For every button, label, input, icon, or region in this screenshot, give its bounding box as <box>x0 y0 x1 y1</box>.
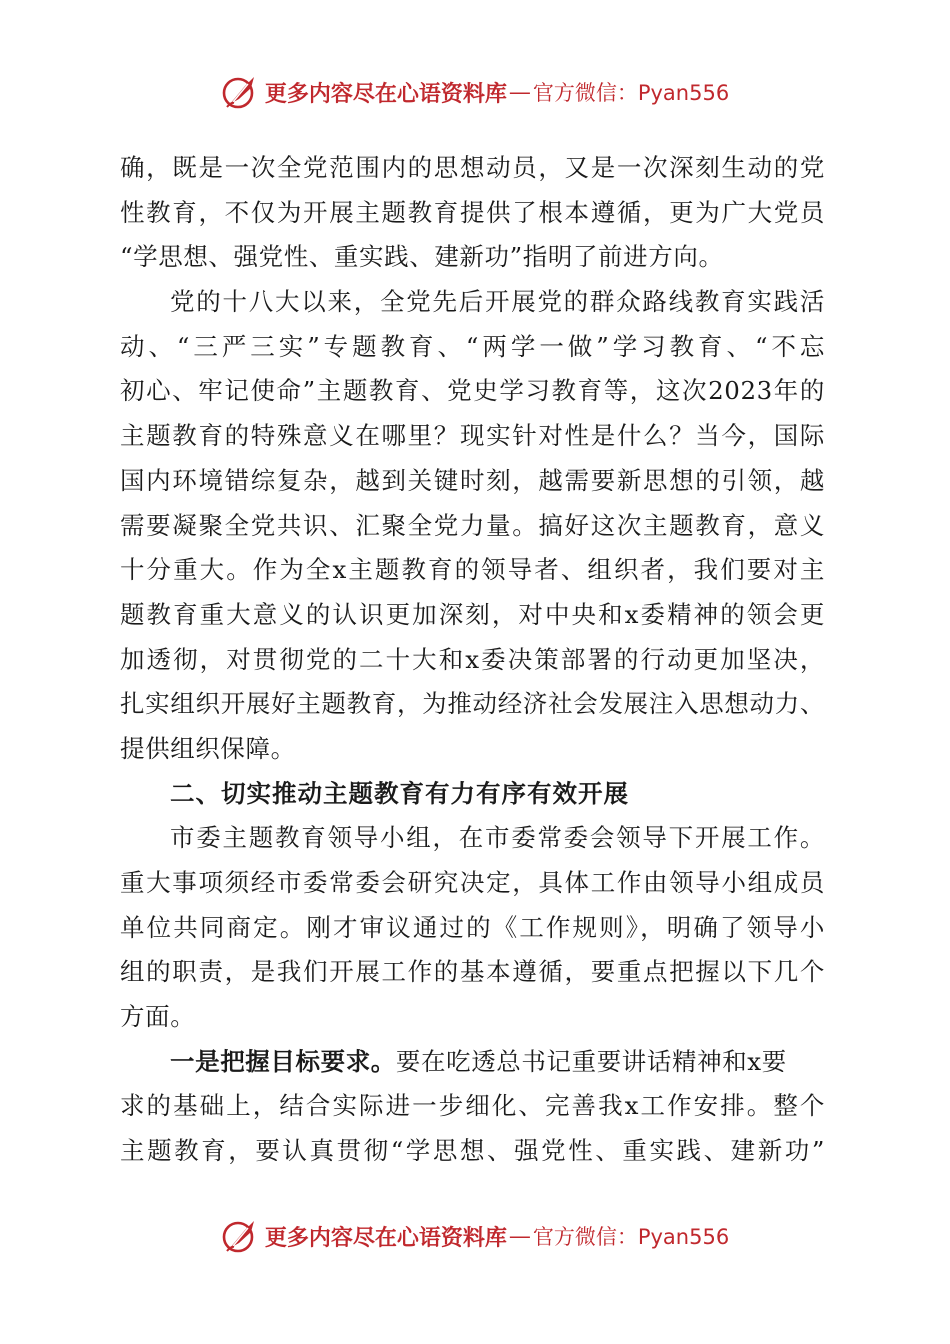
text-line: 扎实组织开展好主题教育，为推动经济社会发展注入思想动力、 <box>120 689 825 719</box>
text-line: 动、“三严三实”专题教育、“两学一做”学习教育、“不忘 <box>120 331 825 361</box>
text-line: 国内环境错综复杂，越到关键时刻，越需要新思想的引领，越 <box>120 465 825 495</box>
text-line: 十分重大。作为全x主题教育的领导者、组织者，我们要对主 <box>120 555 825 585</box>
banner-text: 更多内容尽在心语资料库 <box>264 1224 507 1251</box>
text-line <box>120 1040 825 1085</box>
footer-banner <box>0 1214 950 1258</box>
text-line: 党的十八大以来，全党先后开展党的群众路线教育实践活 <box>170 287 825 317</box>
text-line: 市委主题教育领导小组，在市委常委会领导下开展工作。 <box>170 823 825 853</box>
text-line: 求的基础上，结合实际进一步细化、完善我x工作安排。整个 <box>120 1091 825 1121</box>
text-line: 性教育，不仅为开展主题教育提供了根本遵循，更为广大党员 <box>120 197 825 227</box>
bold-lead: 一是把握目标要求。 <box>170 1046 396 1076</box>
text-line: 单位共同商定。刚才审议通过的《工作规则》，明确了领导小 <box>120 912 825 942</box>
text-line: 重大事项须经市委常委会研究决定，具体工作由领导小组成员 <box>120 868 825 897</box>
banner-separator: — <box>508 79 531 105</box>
quill-pen-logo-icon <box>221 72 261 112</box>
text-line: 需要凝聚全党共识、汇聚全党力量。搞好这次主题教育，意义 <box>120 510 825 540</box>
text-span: 要在吃透总书记重要讲话精神和x要 <box>395 1046 787 1076</box>
text-line: 提供组织保障。 <box>120 733 296 763</box>
banner-contact: 官方微信：Pyan556 <box>532 1225 730 1249</box>
text-line: 主题教育，要认真贯彻“学思想、强党性、重实践、建新功” <box>120 1136 825 1166</box>
text-line: 组的职责，是我们开展工作的基本遵循，要重点把握以下几个 <box>120 957 825 987</box>
header-banner <box>0 70 950 114</box>
text-line: 主题教育的特殊意义在哪里？现实针对性是什么？当今，国际 <box>120 421 825 451</box>
banner-contact: 官方微信：Pyan556 <box>532 81 730 105</box>
text-line: 确，既是一次全党范围内的思想动员，又是一次深刻生动的党 <box>120 153 825 182</box>
banner-separator: — <box>508 1223 531 1249</box>
text-line: 加透彻，对贯彻党的二十大和x委决策部署的行动更加坚决， <box>120 644 825 674</box>
text-line: 方面。 <box>120 1002 196 1032</box>
document-body <box>120 146 825 1174</box>
banner-text: 更多内容尽在心语资料库 <box>264 80 507 107</box>
quill-pen-logo-icon <box>221 1216 261 1256</box>
text-line: 初心、牢记使命”主题教育、党史学习教育等，这次2023年的 <box>120 376 825 406</box>
text-line: “学思想、强党性、重实践、建新功”指明了前进方向。 <box>120 242 724 272</box>
section-heading: 二、切实推动主题教育有力有序有效开展 <box>170 778 629 808</box>
text-line: 题教育重大意义的认识更加深刻，对中央和x委精神的领会更 <box>120 599 825 629</box>
